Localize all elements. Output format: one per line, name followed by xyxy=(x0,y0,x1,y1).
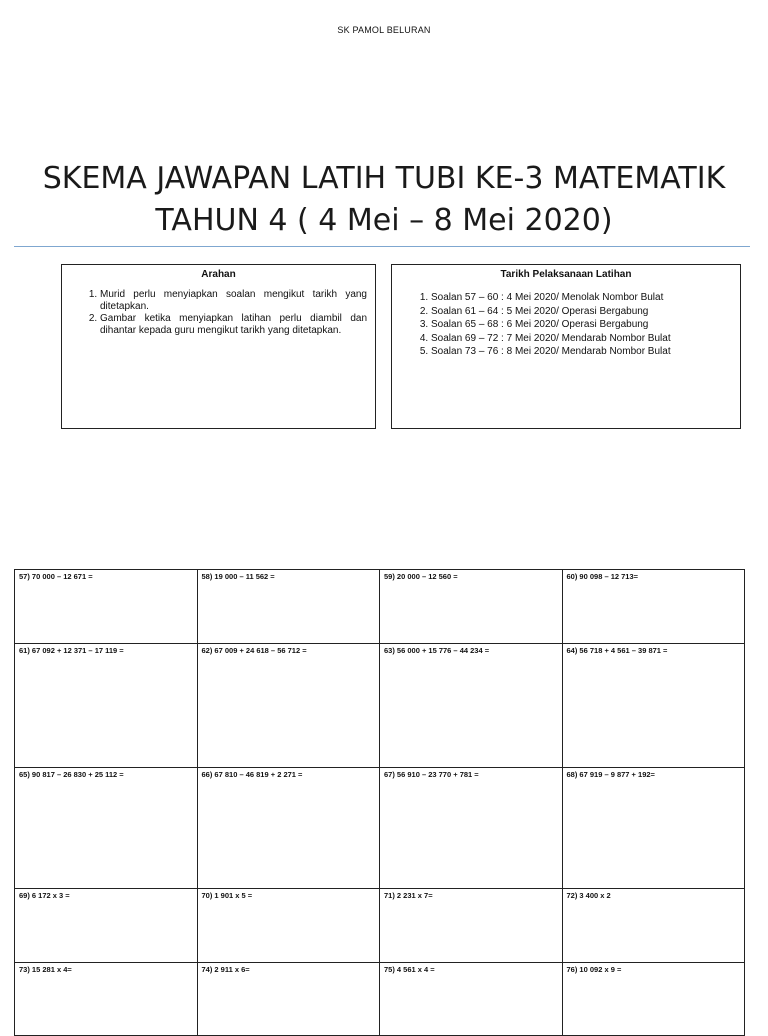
schedule-item: 2. Soalan 61 – 64 : 5 Mei 2020/ Operasi Bergabung xyxy=(431,305,740,319)
question-row xyxy=(15,570,745,644)
question-cell: 61) 67 092 + 12 371 – 17 119 = xyxy=(15,644,198,768)
instruction-item: 1. Murid perlu menyiapkan soalan mengikut tarikh yang ditetapkan. xyxy=(100,289,367,313)
schedule-item: 3. Soalan 65 – 68 : 6 Mei 2020/ Operasi Bergabung xyxy=(431,318,740,332)
question-cell: 57) 70 000 – 12 671 = xyxy=(15,570,198,644)
question-cell: 73) 15 281 x 4= xyxy=(15,963,198,1036)
question-grid xyxy=(14,569,745,1036)
schedule-item: 4. Soalan 69 – 72 : 7 Mei 2020/ Mendarab Nombor Bulat xyxy=(431,332,740,346)
school-name: SK PAMOL BELURAN xyxy=(337,25,431,35)
instructions-heading: Arahan xyxy=(201,269,236,280)
schedule-heading: Tarikh Pelaksanaan Latihan xyxy=(500,269,632,280)
page-title xyxy=(0,158,768,242)
question-cell: 59) 20 000 – 12 560 = xyxy=(380,570,563,644)
question-cell: 65) 90 817 – 26 830 + 25 112 = xyxy=(15,768,198,889)
question-cell: 70) 1 901 x 5 = xyxy=(197,889,380,963)
title-line-1: SKEMA JAWAPAN LATIH TUBI KE-3 MATEMATIK xyxy=(42,161,726,196)
question-cell: 60) 90 098 – 12 713= xyxy=(562,570,745,644)
question-cell: 72) 3 400 x 2 xyxy=(562,889,745,963)
question-cell: 64) 56 718 + 4 561 – 39 871 = xyxy=(562,644,745,768)
question-cell: 74) 2 911 x 6= xyxy=(197,963,380,1036)
question-cell: 76) 10 092 x 9 = xyxy=(562,963,745,1036)
question-cell: 67) 56 910 – 23 770 + 781 = xyxy=(380,768,563,889)
schedule-item: 5. Soalan 73 – 76 : 8 Mei 2020/ Mendarab Nombor Bulat xyxy=(431,345,740,359)
question-row xyxy=(15,963,745,1036)
question-cell: 69) 6 172 x 3 = xyxy=(15,889,198,963)
question-cell: 68) 67 919 – 9 877 + 192= xyxy=(562,768,745,889)
title-divider xyxy=(14,246,750,247)
instruction-item: 2. Gambar ketika menyiapkan latihan perlu diambil dan dihantar kepada guru mengikut tarikh yang ditetapkan. xyxy=(100,313,367,337)
question-cell: 63) 56 000 + 15 776 – 44 234 = xyxy=(380,644,563,768)
question-cell: 75) 4 561 x 4 = xyxy=(380,963,563,1036)
question-row xyxy=(15,768,745,889)
question-cell: 58) 19 000 – 11 562 = xyxy=(197,570,380,644)
schedule-item: 1. Soalan 57 – 60 : 4 Mei 2020/ Menolak Nombor Bulat xyxy=(431,291,740,305)
instructions-list xyxy=(62,289,375,337)
question-cell: 66) 67 810 – 46 819 + 2 271 = xyxy=(197,768,380,889)
question-cell: 62) 67 009 + 24 618 – 56 712 = xyxy=(197,644,380,768)
question-cell: 71) 2 231 x 7= xyxy=(380,889,563,963)
question-row xyxy=(15,644,745,768)
question-row xyxy=(15,889,745,963)
instructions-box xyxy=(61,264,376,429)
title-line-2: TAHUN 4 ( 4 Mei – 8 Mei 2020) xyxy=(155,203,613,238)
schedule-box xyxy=(391,264,741,429)
schedule-list xyxy=(392,291,740,359)
